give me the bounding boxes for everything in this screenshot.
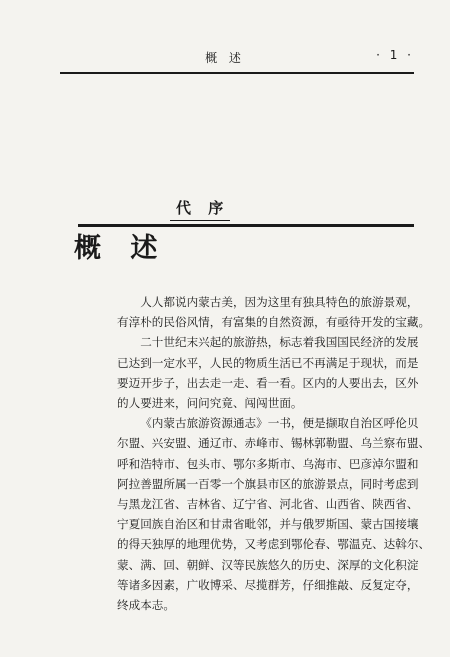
text-line: 阿拉善盟所属一百零一个旗县市区的旅游景点，同时考虑到	[117, 476, 419, 491]
text-line: 二十世纪末兴起的旅游热，标志着我国国民经济的发展	[140, 335, 419, 350]
chapter-title: 概 述	[74, 233, 168, 264]
text-line: 宁夏回族自治区和甘肃省毗邻，并与俄罗斯国、蒙古国接壤	[117, 517, 419, 532]
text-line: 与黑龙江省、吉林省、辽宁省、河北省、山西省、陕西省、	[117, 497, 419, 512]
text-line: 人人都说内蒙古美，因为这里有独具特色的旅游景观，	[140, 295, 419, 309]
running-header-title: 概 述	[205, 51, 245, 65]
text-line: 的人要进来，问问究竟、闯闯世面。	[117, 396, 303, 411]
text-line: 已达到一定水平，人民的物质生活已不再满足于现状，而是	[117, 355, 419, 370]
paragraph	[117, 413, 431, 615]
text-line: 有淳朴的民俗风情，有富集的自然资源，有亟待开发的宝藏。	[117, 315, 431, 330]
preface-underline	[170, 220, 230, 221]
page-number: · 1 ·	[376, 48, 414, 62]
text-line: 呼和浩特市、包头市、鄂尔多斯市、乌海市、巴彦淖尔盟和	[117, 456, 419, 471]
text-line: 尔盟、兴安盟、通辽市、赤峰市、锡林郭勒盟、乌兰察布盟、	[117, 436, 431, 451]
paragraph	[117, 292, 431, 332]
text-line: 终成本志。	[117, 598, 175, 613]
text-line: 蒙、满、回、朝鲜、汉等民族悠久的历史、深厚的文化积淀	[117, 557, 419, 572]
text-line: 《内蒙古旅游资源通志》一书，便是撷取自治区呼伦贝	[140, 416, 419, 431]
preface-label: 代 序	[176, 199, 230, 217]
header-rule	[60, 72, 414, 74]
text-line: 要迈开步子，出去走一走、看一看。区内的人要出去，区外	[117, 375, 419, 390]
text-line: 的得天独厚的地理优势，又考虑到鄂伦春、鄂温克、达斡尔、	[117, 537, 431, 552]
body-text	[117, 292, 431, 615]
text-line: 等诸多因素，广收博采、尽揽群芳，仔细推敲、反复定夺，	[117, 577, 419, 592]
paragraph	[117, 332, 419, 413]
